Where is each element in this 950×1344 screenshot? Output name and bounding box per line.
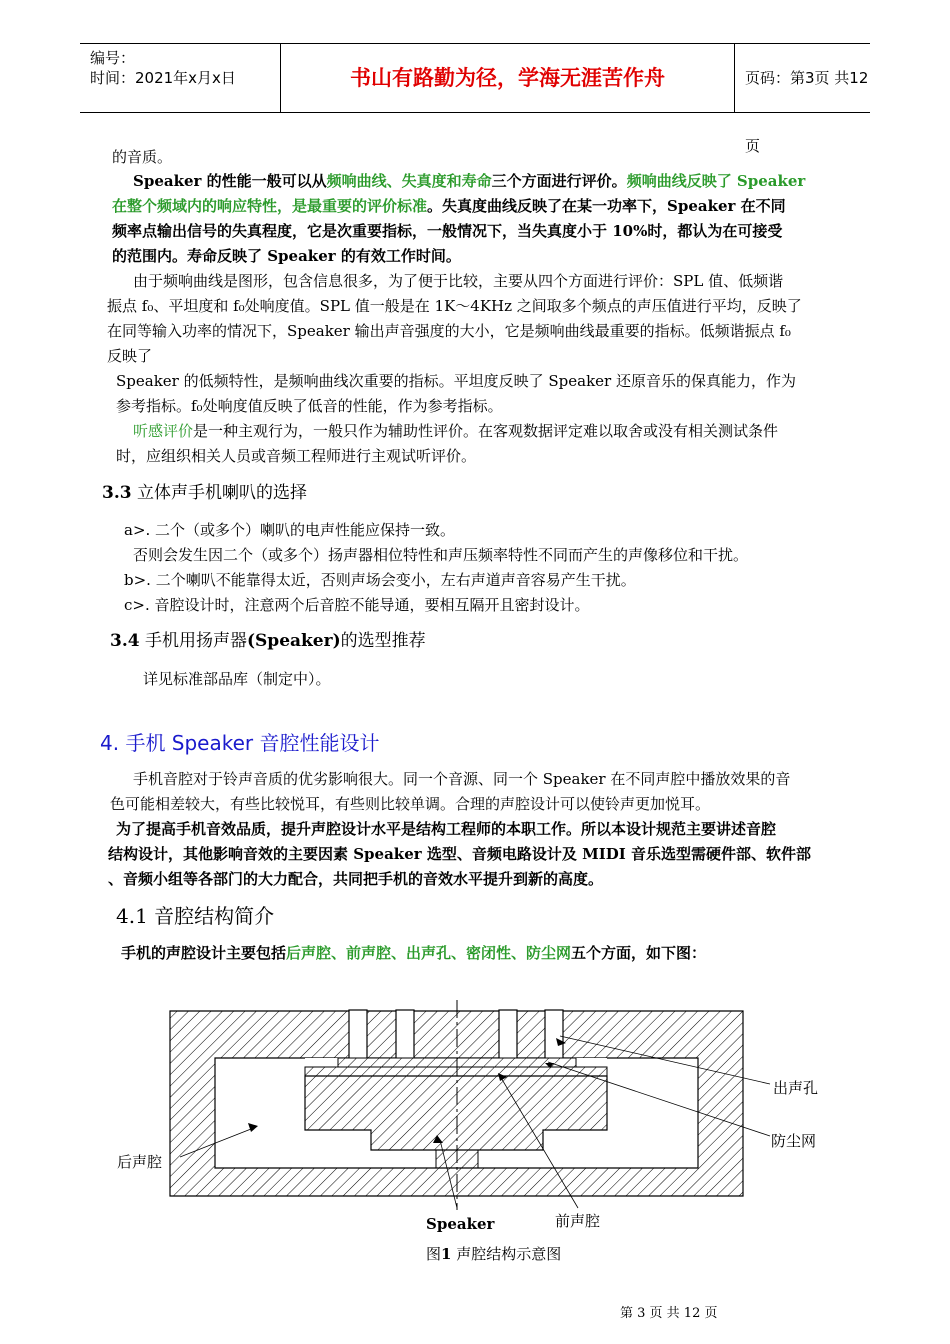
paragraph-line: 在整个频域内的响应特性，是最重要的评价标准。失真度曲线反映了在某一功率下，Speaker 在不同 bbox=[112, 197, 786, 215]
header-motto: 书山有路勤为径，学海无涯苦作舟 bbox=[280, 44, 735, 112]
paragraph-line: 手机的声腔设计主要包括后声腔、前声腔、出声孔、密闭性、防尘网五个方面，如下图： bbox=[121, 944, 707, 962]
paragraph-line: 为了提高手机音效品质，提升声腔设计水平是结构工程师的本职工作。所以本设计规范主要讲述音腔 bbox=[116, 820, 777, 838]
paragraph-line: 由于频响曲线是图形，包含信息很多，为了便于比较，主要从四个方面进行评价：SPL 值、低频谐 bbox=[133, 272, 784, 290]
paragraph-line: 的范围内。寿命反映了 Speaker 的有效工作时间。 bbox=[112, 247, 461, 265]
paragraph-line: 的音质。 bbox=[112, 148, 173, 166]
paragraph-line: 反映了 bbox=[107, 347, 153, 365]
paragraph-line: 色可能相差较大，有些比较悦耳，有些则比较单调。合理的声腔设计可以使铃声更加悦耳。 bbox=[110, 795, 711, 813]
label-speaker: Speaker bbox=[426, 1215, 495, 1233]
list-item-a-detail: 否则会发生因二个（或多个）扬声器相位特性和声压频率特性不同而产生的声像移位和干扰。 bbox=[133, 546, 749, 564]
list-item-b: b>. 二个喇叭不能靠得太近，否则声场会变小，左右声道声音容易产生干扰。 bbox=[124, 571, 636, 589]
paragraph-line: 时，应组织相关人员或音频工程师进行主观试听评价。 bbox=[116, 447, 477, 465]
section-3-4-title: 3.4 手机用扬声器(Speaker)的选型推荐 bbox=[110, 631, 426, 651]
list-item-a: a>. 二个（或多个）喇叭的电声性能应保持一致。 bbox=[124, 521, 456, 539]
header-page-label: 页码：第3页 共12页 bbox=[745, 69, 869, 155]
paragraph-line: 频率点输出信号的失真程度，它是次重要指标，一般情况下，当失真度小于 10%时，都认为在可接受 bbox=[112, 222, 783, 240]
page-footer: 第 3 页 共 12 页 bbox=[620, 1306, 718, 1321]
paragraph-line: Speaker 的低频特性，是频响曲线次重要的指标。平坦度反映了 Speaker 还原音乐的保真能力，作为 bbox=[116, 372, 796, 390]
label-outlet: 出声孔 bbox=[773, 1079, 819, 1097]
paragraph-line: 振点 f₀、平坦度和 f₀处响度值。SPL 值一般是在 1K～4KHz 之间取多个频点的声压值进行平均，反映了 bbox=[107, 297, 802, 315]
paragraph-line: 在同等输入功率的情况下，Speaker 输出声音强度的大小，它是频响曲线最重要的指标。低频谐振点 f₀ bbox=[107, 322, 791, 340]
header-number-label: 编号： bbox=[90, 49, 136, 67]
paragraph-line: 参考指标。f₀处响度值反映了低音的性能，作为参考指标。 bbox=[116, 397, 503, 415]
figure-caption: 图1 声腔结构示意图 bbox=[426, 1245, 562, 1263]
label-front-cavity: 前声腔 bbox=[555, 1212, 601, 1230]
list-item-c: c>. 音腔设计时，注意两个后音腔不能导通，要相互隔开且密封设计。 bbox=[124, 596, 590, 614]
section-4-title: 4. 手机 Speaker 音腔性能设计 bbox=[100, 731, 380, 755]
label-dust-net: 防尘网 bbox=[771, 1132, 817, 1150]
section-3-3-title: 3.3 立体声手机喇叭的选择 bbox=[102, 483, 307, 503]
paragraph-line: 听感评价是一种主观行为，一般只作为辅助性评价。在客观数据评定难以取舍或没有相关测试条件 bbox=[133, 422, 779, 440]
paragraph-line: 结构设计，其他影响音效的主要因素 Speaker 选型、音频电路设计及 MIDI 音乐选型需硬件部、软件部 bbox=[108, 845, 811, 863]
paragraph-line: Speaker 的性能一般可以从频响曲线、失真度和寿命三个方面进行评价。频响曲线反映了 Speaker bbox=[133, 172, 806, 190]
section-3-4-body: 详见标准部品库（制定中）。 bbox=[143, 670, 331, 688]
speaker-body bbox=[305, 1076, 607, 1150]
label-back-cavity: 后声腔 bbox=[117, 1153, 163, 1171]
header-date-label: 时间：2021年x月x日 bbox=[90, 69, 236, 87]
paragraph-line: 、音频小组等各部门的大力配合，共同把手机的音效水平提升到新的高度。 bbox=[108, 870, 604, 888]
paragraph-line: 手机音腔对于铃声音质的优劣影响很大。同一个音源、同一个 Speaker 在不同声腔中播放效果的音 bbox=[133, 770, 791, 788]
section-4-1-title: 4.1 音腔结构简介 bbox=[116, 904, 275, 928]
